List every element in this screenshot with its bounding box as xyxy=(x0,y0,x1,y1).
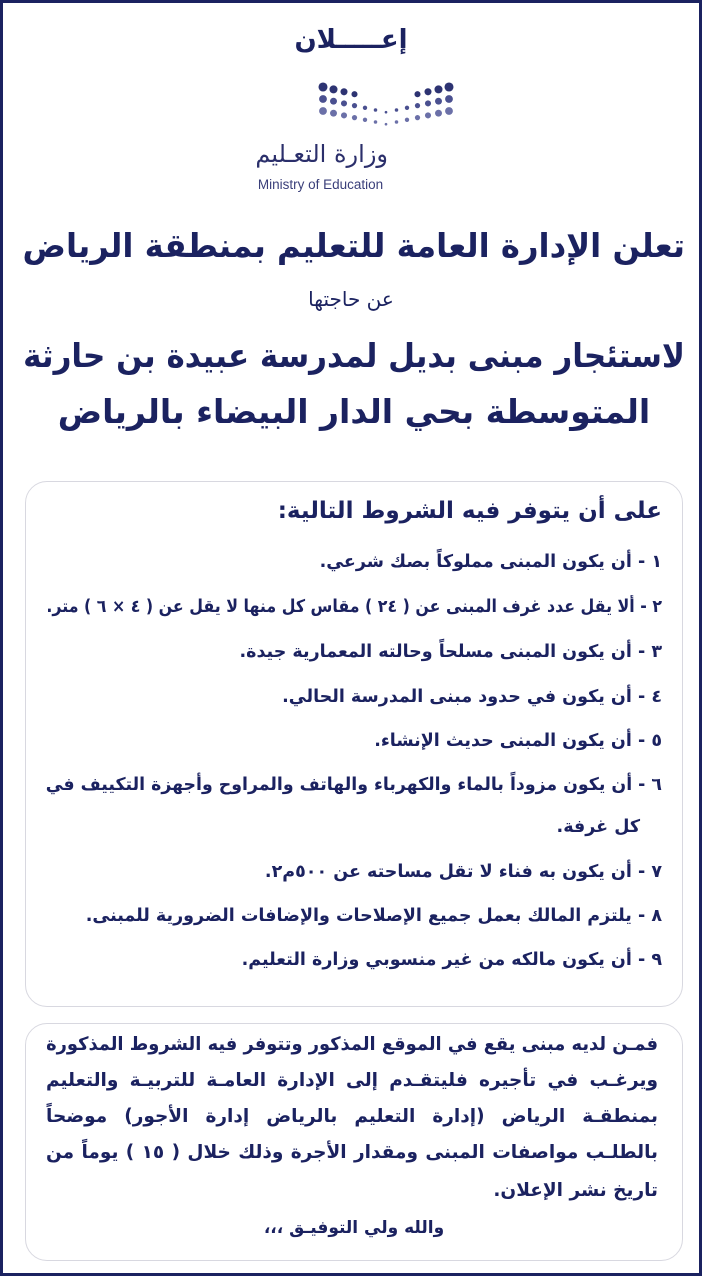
logo-dot xyxy=(434,85,442,93)
conditions-box xyxy=(25,481,683,1007)
logo-dot xyxy=(319,107,327,115)
logo-dot xyxy=(363,118,367,122)
logo-dot xyxy=(385,111,388,114)
logo-dot xyxy=(341,100,347,106)
logo-english-text: Ministry of Education xyxy=(257,177,384,192)
logo-dot xyxy=(319,95,327,103)
closing-box xyxy=(25,1023,683,1261)
logo-dot xyxy=(395,120,399,124)
logo-dot xyxy=(444,82,453,91)
conditions-heading: على أن يتوفر فيه الشروط التالية: xyxy=(277,498,662,524)
condition-item: ٥ - أن يكون المبنى حديث الإنشاء. xyxy=(374,731,662,751)
logo-dot xyxy=(363,106,367,110)
logo-dot xyxy=(385,123,388,126)
condition-item: ٦ - أن يكون مزوداً بالماء والكهرباء والهاتف والمراوح وأجهزة التكييف في xyxy=(45,775,662,795)
logo-arabic-text: وزارة التعـليم xyxy=(255,140,388,168)
condition-item: ١ - أن يكون المبنى مملوكاً بصك شرعي. xyxy=(319,552,662,572)
logo-dot xyxy=(415,115,420,120)
logo-dot xyxy=(352,103,357,108)
logo-dot xyxy=(435,98,442,105)
logo-dot xyxy=(374,120,378,124)
logo-dot xyxy=(414,91,420,97)
closing-line: ويرغـب في تأجيره فليتقـدم إلى الإدارة العامـة للتربيـة والتعليم xyxy=(46,1070,658,1091)
announcement-heading: تعلن الإدارة العامة للتعليم بمنطقة الرياض xyxy=(22,226,686,265)
logo-dot xyxy=(374,108,378,112)
condition-item: ٩ - أن يكون مالكه من غير منسوبي وزارة التعليم. xyxy=(241,950,662,970)
closing-line: فمـن لديه مبنى يقع في الموقع المذكور وتتوفر فيه الشروط المذكورة xyxy=(46,1034,659,1055)
logo-dot xyxy=(330,98,337,105)
logo-dot xyxy=(445,107,453,115)
announcement-title: إعـــــلان xyxy=(294,25,408,55)
logo-dot xyxy=(425,100,431,106)
logo-dot xyxy=(445,95,453,103)
logo-dot xyxy=(405,106,409,110)
closing-line: بمنطقـة الرياض (إدارة التعليم بالرياض إدارة الأجور) موضحاً xyxy=(46,1106,658,1127)
logo-dot xyxy=(395,108,399,112)
logo-dot xyxy=(318,82,327,91)
announcement-subheading: عن حاجتها xyxy=(308,287,394,311)
condition-item: ٧ - أن يكون به فناء لا تقل مساحته عن ٥٠٠م٢. xyxy=(264,862,662,882)
logo-dot xyxy=(405,118,409,122)
condition-item: ٨ - يلتزم المالك بعمل جميع الإصلاحات والإضافات الضرورية للمبنى. xyxy=(85,906,662,926)
condition-item: ٣ - أن يكون المبنى مسلحاً وحالته المعمارية جيدة. xyxy=(239,642,662,662)
logo-dot xyxy=(415,103,420,108)
ministry-logo-icon xyxy=(318,81,458,141)
condition-item: ٢ - ألا يقل عدد غرف المبنى عن ( ٢٤ ) مقاس كل منها لا يقل عن ( ٤ × ٦ ) متر. xyxy=(46,597,662,617)
logo-dot xyxy=(435,110,442,117)
logo-dot xyxy=(351,91,357,97)
logo-dot xyxy=(330,110,337,117)
logo-dot xyxy=(425,112,431,118)
closing-signoff: والله ولي التوفيـق ،،، xyxy=(263,1218,445,1238)
logo-dot xyxy=(329,85,337,93)
logo-dot xyxy=(424,88,431,95)
closing-line: تاريخ نشر الإعلان. xyxy=(493,1180,658,1201)
logo-dot xyxy=(340,88,347,95)
announcement-subject-line2: المتوسطة بحي الدار البيضاء بالرياض xyxy=(57,392,651,431)
condition-item-continuation: كل غرفة. xyxy=(556,817,640,837)
condition-item: ٤ - أن يكون في حدود مبنى المدرسة الحالي. xyxy=(282,687,662,707)
logo-dot xyxy=(352,115,357,120)
closing-line: بالطلـب مواصفات المبنى ومقدار الأجرة وذلك خلال ( ١٥ ) يوماً من xyxy=(46,1142,659,1163)
logo-dot xyxy=(341,112,347,118)
announcement-subject-line1: لاستئجار مبنى بديل لمدرسة عبيدة بن حارثة xyxy=(23,336,685,375)
